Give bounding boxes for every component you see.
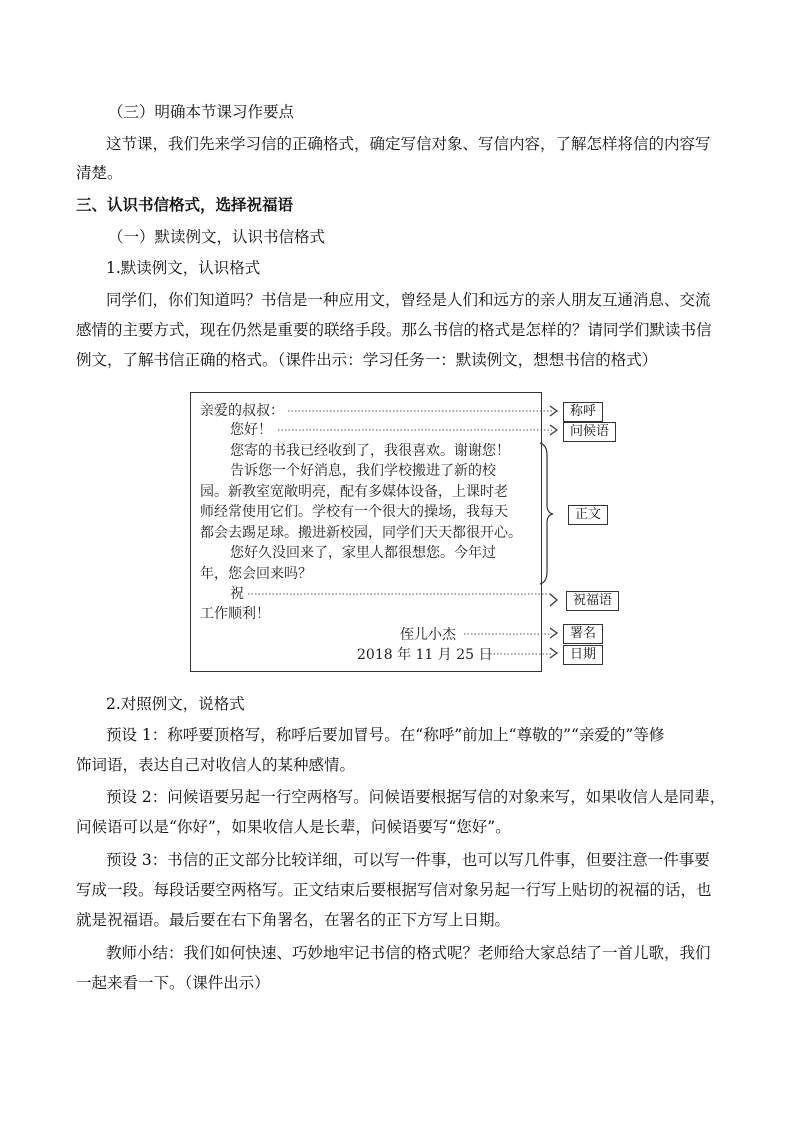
paragraph-line: 预设 2：问候语要另起一行空两格写。问候语要根据写信的对象来写，如果收信人是同辈， (106, 788, 726, 806)
letter-date: 2018 年 11 月 25 日 (357, 647, 493, 663)
paragraph-line: 一起来看一下。（课件出示） (76, 974, 270, 992)
letter-body-line: 年，您会回来吗？ (200, 566, 312, 582)
paragraph-line: 例文，了解书信正确的格式。（课件出示：学习任务一：默读例文，想想书信的格式） (76, 351, 658, 369)
paragraph-line: 预设 3：书信的正文部分比较详细，可以写一件事，也可以写几件事，但要注意一件事要 (106, 851, 710, 869)
label-body: 正文 (568, 505, 608, 525)
paragraph-line: 就是祝福语。最后要在右下角署名，在署名的正下方写上日期。 (76, 911, 511, 929)
label-date: 日期 (563, 645, 603, 665)
paragraph-line: 饰词语，表达自己对收信人的某种感情。 (76, 756, 356, 774)
paragraph-line: 教师小结：我们如何快速、巧妙地牢记书信的格式呢？老师给大家总结了一首儿歌，我们 (106, 944, 711, 962)
arrow-signature (550, 628, 557, 638)
arrow-salutation (550, 406, 557, 416)
section-heading-3: （三）明确本节课习作要点 (108, 103, 295, 121)
letter-body-line: 告诉您一个好消息，我们学校搬进了新的校 (230, 463, 496, 479)
paragraph-line: 同学们，你们知道吗？书信是一种应用文，曾经是人们和远方的亲人朋友互通消息、交流 (106, 291, 711, 309)
arrow-greeting (550, 425, 557, 435)
paragraph-line: 清楚。 (76, 164, 123, 182)
paragraph-line: 预设 1：称呼要顶格写，称呼后要加冒号。在“称呼”前加上“尊敬的”“亲爱的”等修 (106, 726, 665, 744)
letter-wish: 祝 (230, 586, 244, 602)
paragraph-line: 写成一段。每段话要空两格写。正文结束后要根据写信对象另起一行写上贴切的祝福的话，也 (76, 881, 712, 899)
label-wishes: 祝福语 (566, 591, 619, 611)
letter-signature: 侄儿小杰 (400, 627, 456, 643)
letter-wish: 工作顺利！ (200, 606, 270, 622)
section-heading: 三、认识书信格式，选择祝福语 (76, 196, 294, 214)
paragraph-line: 感情的主要方式，现在仍然是重要的联络手段。那么书信的格式是怎样的？请同学们默读书信 (76, 321, 712, 339)
letter-body-line: 都会去踢足球。搬进新校园，同学们天天都很开心。 (200, 525, 522, 541)
item-heading: 2.对照例文，说格式 (106, 695, 245, 713)
subsection-heading: （一）默读例文，认识书信格式 (108, 228, 326, 246)
letter-greeting: 您好！ (230, 422, 272, 438)
arrow-date (550, 648, 557, 658)
paragraph-line: 这节课，我们先来学习信的正确格式，确定写信对象、写信内容，了解怎样将信的内容写 (106, 135, 711, 153)
label-signature: 署名 (563, 624, 603, 644)
item-heading: 1.默读例文，认识格式 (106, 259, 261, 277)
label-greeting: 问候语 (563, 422, 616, 442)
letter-body-line: 您寄的书我已经收到了，我很喜欢。谢谢您！ (230, 443, 510, 459)
letter-body-line: 园。新教室宽敞明亮，配有多媒体设备，上课时老 (200, 484, 508, 500)
letter-body-line: 您好久没回来了，家里人都很想您。今年过 (230, 545, 496, 561)
paragraph-line: 问候语可以是“你好”，如果收信人是长辈，问候语要写“您好”。 (76, 818, 511, 836)
letter-body-line: 师经常使用它们。学校有一个很大的操场，我每天 (200, 504, 508, 520)
label-salutation: 称呼 (563, 402, 603, 422)
arrow-wishes (550, 594, 557, 606)
letter-salutation: 亲爱的叔叔： (200, 403, 284, 419)
